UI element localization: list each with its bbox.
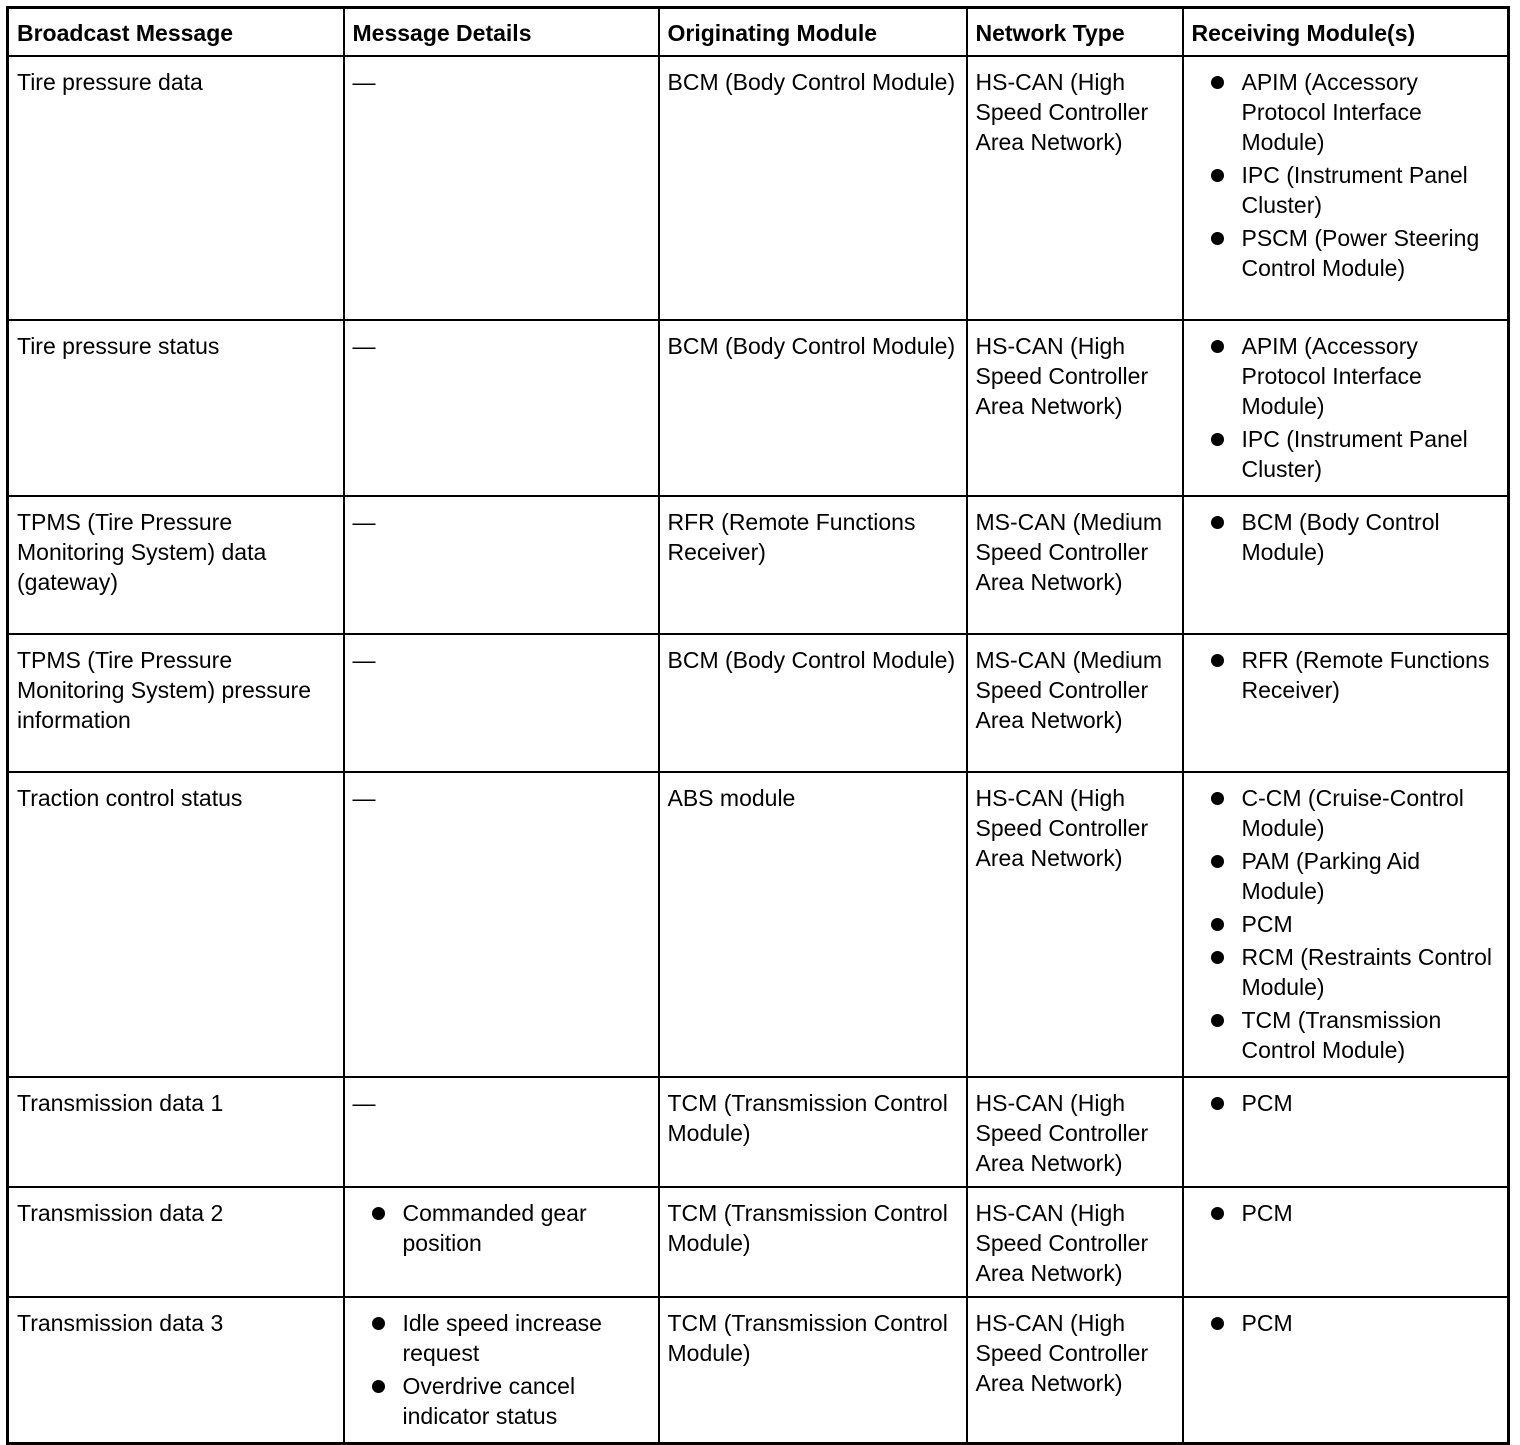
cell-broadcast-message: TPMS (Tire Pressure Monitoring System) pressure information <box>8 634 344 772</box>
cell-network-type: HS-CAN (High Speed Controller Area Network) <box>967 1297 1183 1444</box>
list-item: BCM (Body Control Module) <box>1192 507 1500 567</box>
receiving-modules-list <box>1192 67 1500 283</box>
cell-network-type: MS-CAN (Medium Speed Controller Area Network) <box>967 634 1183 772</box>
cell-receiving-modules <box>1183 1297 1509 1444</box>
header-originating-module: Originating Module <box>659 8 967 56</box>
table-row <box>8 1077 1509 1187</box>
cell-originating-module: TCM (Transmission Control Module) <box>659 1297 967 1444</box>
cell-network-type: HS-CAN (High Speed Controller Area Network) <box>967 1077 1183 1187</box>
receiving-modules-list <box>1192 1308 1500 1338</box>
cell-message-details: — <box>344 320 659 496</box>
cell-receiving-modules <box>1183 634 1509 772</box>
list-item: PSCM (Power Steering Control Module) <box>1192 223 1500 283</box>
receiving-modules-list <box>1192 1198 1500 1228</box>
cell-receiving-modules <box>1183 772 1509 1077</box>
cell-broadcast-message: Transmission data 1 <box>8 1077 344 1187</box>
cell-originating-module: ABS module <box>659 772 967 1077</box>
cell-receiving-modules <box>1183 1077 1509 1187</box>
list-item: TCM (Transmission Control Module) <box>1192 1005 1500 1065</box>
table-row <box>8 772 1509 1077</box>
cell-originating-module: BCM (Body Control Module) <box>659 320 967 496</box>
list-item: Overdrive cancel indicator status <box>353 1371 650 1431</box>
table-row <box>8 320 1509 496</box>
header-message-details: Message Details <box>344 8 659 56</box>
list-item: APIM (Accessory Protocol Interface Module) <box>1192 331 1500 421</box>
cell-originating-module: BCM (Body Control Module) <box>659 634 967 772</box>
receiving-modules-list <box>1192 507 1500 567</box>
list-item: APIM (Accessory Protocol Interface Module) <box>1192 67 1500 157</box>
list-item: Commanded gear position <box>353 1198 650 1258</box>
cell-broadcast-message: Tire pressure data <box>8 56 344 320</box>
cell-network-type: HS-CAN (High Speed Controller Area Network) <box>967 56 1183 320</box>
table-row <box>8 56 1509 320</box>
list-item: RCM (Restraints Control Module) <box>1192 942 1500 1002</box>
list-item: PCM <box>1192 1308 1500 1338</box>
cell-broadcast-message: TPMS (Tire Pressure Monitoring System) data (gateway) <box>8 496 344 634</box>
cell-broadcast-message: Transmission data 3 <box>8 1297 344 1444</box>
table-row <box>8 496 1509 634</box>
list-item: IPC (Instrument Panel Cluster) <box>1192 424 1500 484</box>
cell-message-details <box>344 1187 659 1297</box>
cell-receiving-modules <box>1183 320 1509 496</box>
list-item: IPC (Instrument Panel Cluster) <box>1192 160 1500 220</box>
cell-message-details: — <box>344 496 659 634</box>
cell-network-type: HS-CAN (High Speed Controller Area Network) <box>967 1187 1183 1297</box>
receiving-modules-list <box>1192 1088 1500 1118</box>
broadcast-message-table <box>6 6 1510 1445</box>
cell-originating-module: RFR (Remote Functions Receiver) <box>659 496 967 634</box>
cell-message-details: — <box>344 634 659 772</box>
cell-broadcast-message: Tire pressure status <box>8 320 344 496</box>
cell-message-details: — <box>344 772 659 1077</box>
cell-broadcast-message: Transmission data 2 <box>8 1187 344 1297</box>
list-item: C-CM (Cruise-Control Module) <box>1192 783 1500 843</box>
cell-network-type: HS-CAN (High Speed Controller Area Network) <box>967 320 1183 496</box>
list-item: PCM <box>1192 1088 1500 1118</box>
cell-receiving-modules <box>1183 1187 1509 1297</box>
cell-network-type: MS-CAN (Medium Speed Controller Area Network) <box>967 496 1183 634</box>
table-header-row <box>8 8 1509 56</box>
header-receiving-modules: Receiving Module(s) <box>1183 8 1509 56</box>
table-row <box>8 634 1509 772</box>
cell-originating-module: TCM (Transmission Control Module) <box>659 1187 967 1297</box>
list-item: RFR (Remote Functions Receiver) <box>1192 645 1500 705</box>
receiving-modules-list <box>1192 645 1500 705</box>
table-row <box>8 1187 1509 1297</box>
list-item: PCM <box>1192 1198 1500 1228</box>
receiving-modules-list <box>1192 783 1500 1065</box>
cell-originating-module: BCM (Body Control Module) <box>659 56 967 320</box>
cell-message-details: — <box>344 1077 659 1187</box>
table-row <box>8 1297 1509 1444</box>
cell-broadcast-message: Traction control status <box>8 772 344 1077</box>
cell-receiving-modules <box>1183 496 1509 634</box>
cell-receiving-modules <box>1183 56 1509 320</box>
cell-originating-module: TCM (Transmission Control Module) <box>659 1077 967 1187</box>
header-broadcast-message: Broadcast Message <box>8 8 344 56</box>
message-details-list <box>353 1198 650 1258</box>
list-item: Idle speed increase request <box>353 1308 650 1368</box>
header-network-type: Network Type <box>967 8 1183 56</box>
message-details-list <box>353 1308 650 1431</box>
cell-message-details <box>344 1297 659 1444</box>
list-item: PCM <box>1192 909 1500 939</box>
cell-network-type: HS-CAN (High Speed Controller Area Network) <box>967 772 1183 1077</box>
receiving-modules-list <box>1192 331 1500 484</box>
list-item: PAM (Parking Aid Module) <box>1192 846 1500 906</box>
cell-message-details: — <box>344 56 659 320</box>
